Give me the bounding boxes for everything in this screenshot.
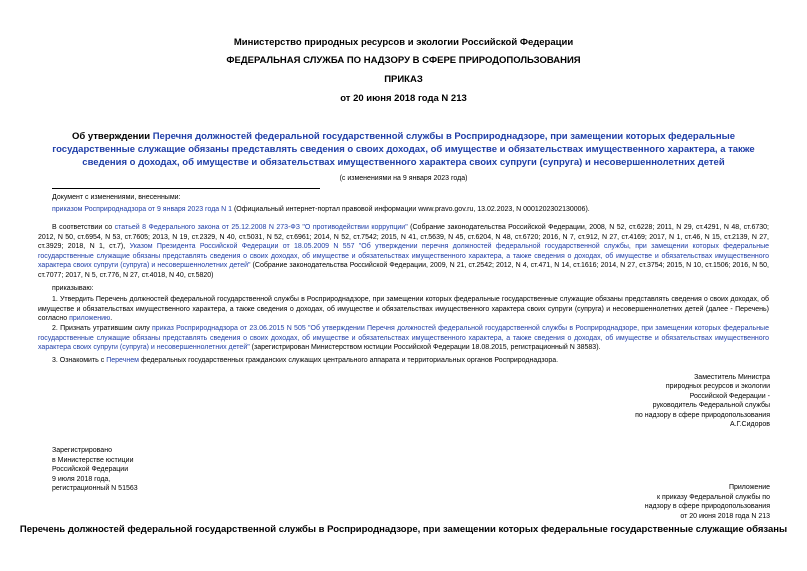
document-title [40, 130, 767, 169]
registration-block [52, 446, 252, 494]
amend-link[interactable]: приказом Росприроднадзора от 9 января 2023 года N 1 [52, 206, 233, 213]
decree-557-link[interactable]: Указом Президента Российской Федерации от 18.05.2009 N 557 "Об утверждении перечня должностей федеральной государственной службы, при замещении которых федеральные государственные служащие обязаны представлять сведения о своих доходах, об имуществе и обязательствах имущественного характера, а также сведения о доходах, об имуществе и обязательствах имущественного характера своих супруги (супруга) и несовершеннолетних детей" [38, 243, 770, 270]
registration-line: 9 июля 2018 года, [52, 475, 111, 483]
registration-line: регистрационный N 51563 [52, 485, 138, 493]
item-1-text: 1. Утвердить Перечень должностей федеральной государственной службы в Росприроднадзоре, при замещении которых федеральные государственные служащие обязаны представлять сведения о своих доходах, об имуществе и обязательствах имущественного характера, а также сведения о доходах, об имуществе и обязательствах имущественного характера своих супруги (супруга) и несовершеннолетних детей (далее - Перечень) согласно [38, 296, 769, 323]
title-link[interactable]: Перечня должностей федеральной государственной службы в Росприроднадзоре, при замещении которых федеральные государственные служащие обязаны представлять сведения о своих доходах, об имуществе и обязательствах имущественного характера, а также сведения о доходах, об имуществе и обязательствах имущественного характера своих супруги (супруга) и несовершеннолетних детей [52, 131, 755, 168]
preamble-text-1: В соответствии со [52, 224, 115, 231]
signature-line: природных ресурсов и экологии [665, 383, 770, 391]
preamble-text-3: (Собрание законодательства Российской Федерации, 2009, N 21, ст.2542; 2012, N 4, ст.471, N 14, ст.1616; 2014, N 27, ст.3754; 2015, N 10, ст.1506; 2016, N 50, ст.7077; 2017, N 5, ст.776, N 27, ст.4018, N 40, ст.5820) [38, 262, 769, 279]
appendix-line: к приказу Федеральной службы по [657, 493, 770, 501]
changes-note: (с изменениями на 9 января 2023 года) [339, 175, 468, 182]
divider [52, 188, 320, 189]
appendix-line: надзору в сфере природопользования [644, 503, 770, 511]
appendix-line: от 20 июня 2018 года N 213 [680, 512, 770, 520]
item-3-end: федеральных государственных гражданских служащих центрального аппарата и территориальных органов Росприроднадзора. [138, 357, 559, 364]
amend-line [52, 205, 590, 214]
order-505-link[interactable]: приказ Росприроднадзора от 23.06.2015 N 505 "Об утверждении Перечня должностей федеральной государственной службы в Росприроднадзоре, при замещении которых федеральные государственные служащие обязаны представлять сведения о своих доходах, об имуществе и обязательствах имущественного характера, а также сведения о доходах, об имуществе и обязательствах имущественного характера своих супруги (супруга) и несовершеннолетних детей" [38, 325, 769, 352]
item-2 [38, 324, 769, 353]
signature-line: Заместитель Министра [694, 374, 770, 381]
list-link[interactable]: Перечнем [106, 357, 139, 364]
registration-line: Зарегистрировано [52, 447, 112, 454]
service-name: ФЕДЕРАЛЬНАЯ СЛУЖБА ПО НАДЗОРУ В СФЕРЕ ПРИРОДОПОЛЬЗОВАНИЯ [226, 55, 581, 66]
signature-block [600, 373, 770, 429]
appendix-link[interactable]: приложению [69, 315, 111, 323]
law-273-link[interactable]: статьей 8 Федерального закона от 25.12.2008 N 273-ФЗ "О противодействии коррупции" [114, 224, 408, 231]
registration-line: Российской Федерации [52, 466, 129, 474]
signature-line: по надзору в сфере природопользования [635, 411, 770, 419]
ministry-name: Министерство природных ресурсов и экологии Российской Федерации [233, 37, 574, 48]
registration-line: в Министерстве юстиции [52, 456, 134, 464]
item-2-end: (зарегистрирован Министерством юстиции Российской Федерации 18.08.2015, регистрационный N 38583). [249, 344, 601, 352]
preamble-text-2: (Собрание законодательства Российской Федерации, 2008, N 52, ст.6228; 2011, N 29, ст.4291, N 48, ст.6730; 2012, N 50, ст.6954, N 53, ст.7605; 2013, N 19, ст.2329, N 40, ст.5031, N 52, ст.6961; 2014, N 52, ст.7542; 2015, N 41, ст.5639, N 45, ст.6204, N 48, ст.6720; 2016, N 7, ст.912, N 27, ст.4169; 2017, N 1, ст.46, N 15, ст.2139, N 27, ст.3929; 2018, N 1, ст.7), [38, 224, 769, 251]
doc-date-number: от 20 июня 2018 года N 213 [340, 93, 467, 104]
signature-line: Российской Федерации - [689, 392, 770, 400]
item-2-text: 2. Признать утратившим силу [52, 325, 153, 332]
amend-rest: (Официальный интернет-портал правовой информации www.pravo.gov.ru, 13.02.2023, N 0001202302130006). [232, 206, 590, 213]
doc-type: ПРИКАЗ [384, 74, 423, 85]
signature-name: А.Г.Сидоров [730, 421, 770, 429]
signature-line: руководитель Федеральной службы [652, 402, 770, 410]
item-1-end: . [110, 315, 113, 323]
appendix-block [560, 483, 770, 521]
orders-word: приказываю: [52, 285, 94, 292]
appendix-heading: Перечень должностей федеральной государственной службы в Росприроднадзоре, при замещении которых федеральные государственные служащие обязаны [19, 524, 788, 535]
amend-label: Документ с изменениями, внесенными: [52, 194, 181, 201]
appendix-line: Приложение [728, 484, 770, 491]
item-1 [38, 295, 769, 324]
item-3-text: 3. Ознакомить с [52, 357, 107, 364]
preamble-paragraph [38, 223, 769, 281]
title-prefix: Об утверждении [71, 131, 153, 142]
item-3 [38, 356, 769, 366]
